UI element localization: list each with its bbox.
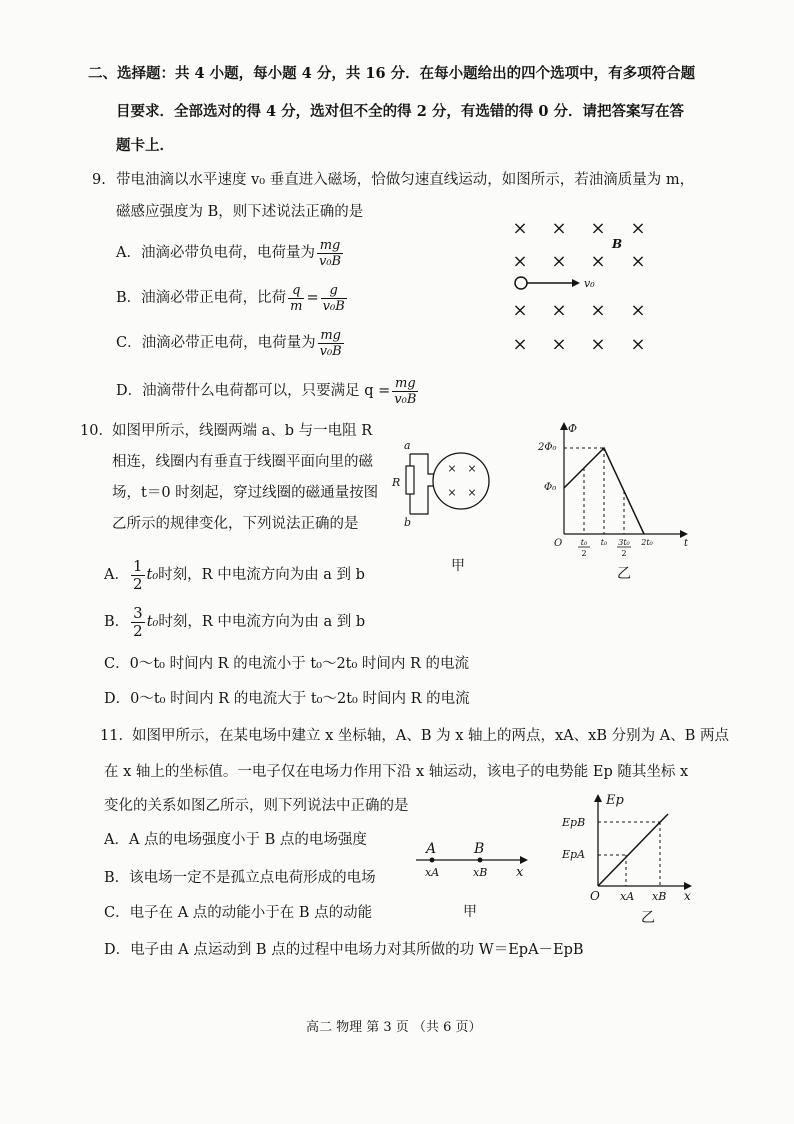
- origin-label: O: [590, 889, 600, 903]
- resistor: [406, 466, 414, 494]
- time-symbol: t₀: [146, 567, 159, 583]
- q11-stem-line2: 在 x 轴上的坐标值。一电子仅在电场力作用下沿 x 轴运动，该电子的电势能 Ep 随其坐标 x: [104, 764, 689, 780]
- x-axis-arrowhead: [520, 856, 528, 864]
- q9-option-a-text: A．油滴必带负电荷，电荷量为: [116, 245, 315, 261]
- cross-mark: ×: [551, 334, 567, 355]
- fraction-numerator: g: [321, 283, 347, 299]
- q10-coil-figure: [388, 436, 498, 586]
- q10-option-c: C．0～t₀ 时间内 R 的电流小于 t₀～2t₀ 时间内 R 的电流: [104, 656, 470, 672]
- tick-three-half-t0-num: 3t₀: [618, 538, 630, 547]
- q9-option-b: [116, 281, 349, 315]
- xA-label: xA: [425, 866, 440, 879]
- fraction-numerator: 1: [132, 556, 143, 575]
- fraction-numerator: mg: [318, 328, 344, 344]
- ep-line: [598, 814, 668, 886]
- tick-three-half-t0-den: 2: [621, 549, 627, 558]
- fraction-numerator: q: [288, 283, 304, 299]
- cross-mark: ×: [512, 300, 528, 321]
- x-axis-label: x: [684, 889, 691, 903]
- origin-label: O: [554, 538, 563, 549]
- q10-option-b-fraction: [131, 605, 145, 640]
- field-cross: ×: [447, 486, 457, 499]
- q10-option-d: D．0～t₀ 时间内 R 的电流大于 t₀～2t₀ 时间内 R 的电流: [104, 691, 470, 707]
- q10-option-b: [104, 603, 365, 641]
- q9-number: 9.: [92, 172, 106, 188]
- equals-sign: =: [306, 290, 319, 306]
- q9-option-c-text: C．油滴必带正电荷，电荷量为: [116, 335, 316, 351]
- cross-mark: ×: [512, 251, 528, 272]
- q10-option-a-text: 时刻，R 中电流方向为由 a 到 b: [158, 567, 365, 583]
- q9-stem-line1: 带电油滴以水平速度 v₀ 垂直进入磁场，恰做匀速直线运动，如图所示，若油滴质量为 m，: [116, 172, 695, 188]
- q9-option-a-fraction: [317, 238, 343, 269]
- cross-mark: ×: [630, 300, 646, 321]
- q10-number: 10．: [80, 423, 113, 439]
- q10-stem-line4: 乙所示的规律变化，下列说法正确的是: [112, 516, 359, 532]
- x-axis-label: x: [516, 865, 524, 880]
- fraction-denominator: 2: [132, 574, 143, 593]
- figure-label-jia: 甲: [463, 904, 477, 920]
- cross-mark: ×: [630, 251, 646, 272]
- velocity-label: v₀: [584, 277, 595, 290]
- resistor-label: R: [392, 476, 401, 489]
- q9-option-d-text: D．油滴带什么电荷都可以，只要满足 q =: [116, 383, 391, 399]
- q11-option-a: A．A 点的电场强度小于 B 点的电场强度: [104, 832, 367, 848]
- figure-label-yi: 乙: [617, 566, 631, 582]
- tick-label-phi0: Φ₀: [544, 482, 557, 493]
- figure-label-jia: 甲: [451, 558, 465, 574]
- terminal-a-label: a: [404, 439, 411, 452]
- point-B: [478, 858, 483, 863]
- epA-label: EpA: [562, 848, 586, 861]
- q9-option-d: [116, 374, 420, 408]
- q9-option-a: [116, 236, 345, 270]
- option-label: B．: [104, 614, 130, 630]
- t-axis-arrowhead: [680, 530, 688, 538]
- section-heading-line3: 题卡上．: [116, 137, 174, 154]
- cross-mark: ×: [551, 251, 567, 272]
- q9-option-b-fraction-right: [321, 283, 347, 314]
- field-cross: ×: [447, 462, 457, 475]
- cross-mark: ×: [630, 218, 646, 239]
- field-label-B: B: [612, 237, 623, 251]
- q9-option-b-text: B．油滴必带正电荷，比荷: [116, 290, 287, 306]
- q11-number: 11．: [100, 728, 133, 744]
- figure-label-yi: 乙: [641, 910, 655, 926]
- xB-tick: xB: [652, 890, 667, 903]
- fraction-numerator: mg: [317, 238, 343, 254]
- phi-axis-label: Φ: [568, 422, 578, 435]
- fraction-denominator: 2: [133, 621, 143, 640]
- q9-option-c-fraction: [318, 328, 344, 359]
- ep-axis-label: Ep: [606, 793, 624, 808]
- q10-option-a: [104, 556, 365, 594]
- q9-option-d-fraction: [392, 376, 418, 407]
- xA-tick: xA: [620, 890, 635, 903]
- q9-magnetic-field-figure: [500, 212, 670, 362]
- point-A-label: A: [426, 841, 437, 857]
- epB-label: EpB: [562, 816, 586, 829]
- t-axis-label: t: [684, 538, 689, 549]
- cross-mark: ×: [590, 300, 606, 321]
- q11-axis-figure: [410, 836, 540, 926]
- fraction-numerator: 3: [133, 603, 143, 622]
- q11-option-d: D．电子由 A 点运动到 B 点的过程中电场力对其所做的功 W＝EpA－EpB: [104, 942, 584, 958]
- tick-label-2phi0: 2Φ₀: [538, 442, 557, 453]
- field-cross: ×: [467, 486, 477, 499]
- q10-option-a-fraction: [131, 558, 145, 593]
- fraction-denominator: v₀B: [319, 343, 342, 359]
- fraction-denominator: v₀B: [318, 253, 342, 269]
- fraction-denominator: v₀B: [394, 391, 417, 407]
- q10-stem-line1: 如图甲所示，线圈两端 a、b 与一电阻 R: [112, 423, 373, 439]
- velocity-arrowhead: [572, 279, 580, 287]
- cross-mark: ×: [551, 300, 567, 321]
- q10-stem-line3: 场，t＝0 时刻起，穿过线圈的磁通量按图: [112, 485, 379, 501]
- phi-axis-arrowhead: [560, 422, 568, 430]
- cross-mark: ×: [590, 334, 606, 355]
- cross-mark: ×: [551, 218, 567, 239]
- tick-half-t0-den: 2: [581, 549, 587, 558]
- cross-mark: ×: [512, 334, 528, 355]
- q11-option-c: C．电子在 A 点的动能小于在 B 点的动能: [104, 905, 373, 921]
- fraction-numerator: mg: [392, 376, 418, 392]
- q11-stem-line1: 如图甲所示，在某电场中建立 x 坐标轴，A、B 为 x 轴上的两点，xA、xB 分别为 A、B 两点: [132, 728, 729, 744]
- q9-option-c: [116, 326, 346, 360]
- q11-option-b: B．该电场一定不是孤立点电荷形成的电场: [104, 870, 376, 886]
- section-heading-line1: 二、选择题：共 4 小题，每小题 4 分，共 16 分．在每小题给出的四个选项中，有多项符合题: [88, 65, 696, 82]
- q10-flux-graph: [530, 418, 700, 582]
- time-symbol: t₀: [146, 614, 159, 630]
- q10-option-b-text: 时刻，R 中电流方向为由 a 到 b: [158, 614, 366, 630]
- cross-mark: ×: [512, 218, 528, 239]
- option-label: A．: [104, 567, 129, 583]
- q11-ep-graph: [560, 786, 700, 926]
- cross-mark: ×: [630, 334, 646, 355]
- fraction-denominator: v₀B: [322, 298, 345, 314]
- ep-axis-arrowhead: [594, 794, 602, 802]
- tick-t0: t₀: [600, 538, 608, 547]
- field-cross: ×: [467, 462, 477, 475]
- q11-stem-line3: 变化的关系如图乙所示，则下列说法中正确的是: [104, 798, 409, 814]
- tick-2t0: 2t₀: [641, 538, 653, 547]
- point-A: [430, 858, 435, 863]
- cross-mark: ×: [590, 251, 606, 272]
- tick-half-t0-num: t₀: [580, 538, 588, 547]
- q9-stem-line2: 磁感应强度为 B，则下述说法正确的是: [116, 204, 364, 220]
- q9-option-b-fraction-left: [288, 283, 304, 314]
- point-B-label: B: [474, 841, 485, 857]
- cross-mark: ×: [590, 218, 606, 239]
- oil-drop: [515, 277, 527, 289]
- section-heading-line2: 目要求．全部选对的得 4 分，选对但不全的得 2 分，有选错的得 0 分．请把答案写在答: [116, 103, 685, 120]
- xB-label: xB: [473, 866, 488, 879]
- coil: [433, 453, 489, 509]
- terminal-b-label: b: [404, 516, 412, 529]
- page-footer: 高二 物理 第 3 页 （共 6 页）: [306, 1020, 482, 1035]
- q10-stem-line2: 相连，线圈内有垂直于线圈平面向里的磁: [112, 454, 373, 470]
- fraction-denominator: m: [290, 298, 303, 314]
